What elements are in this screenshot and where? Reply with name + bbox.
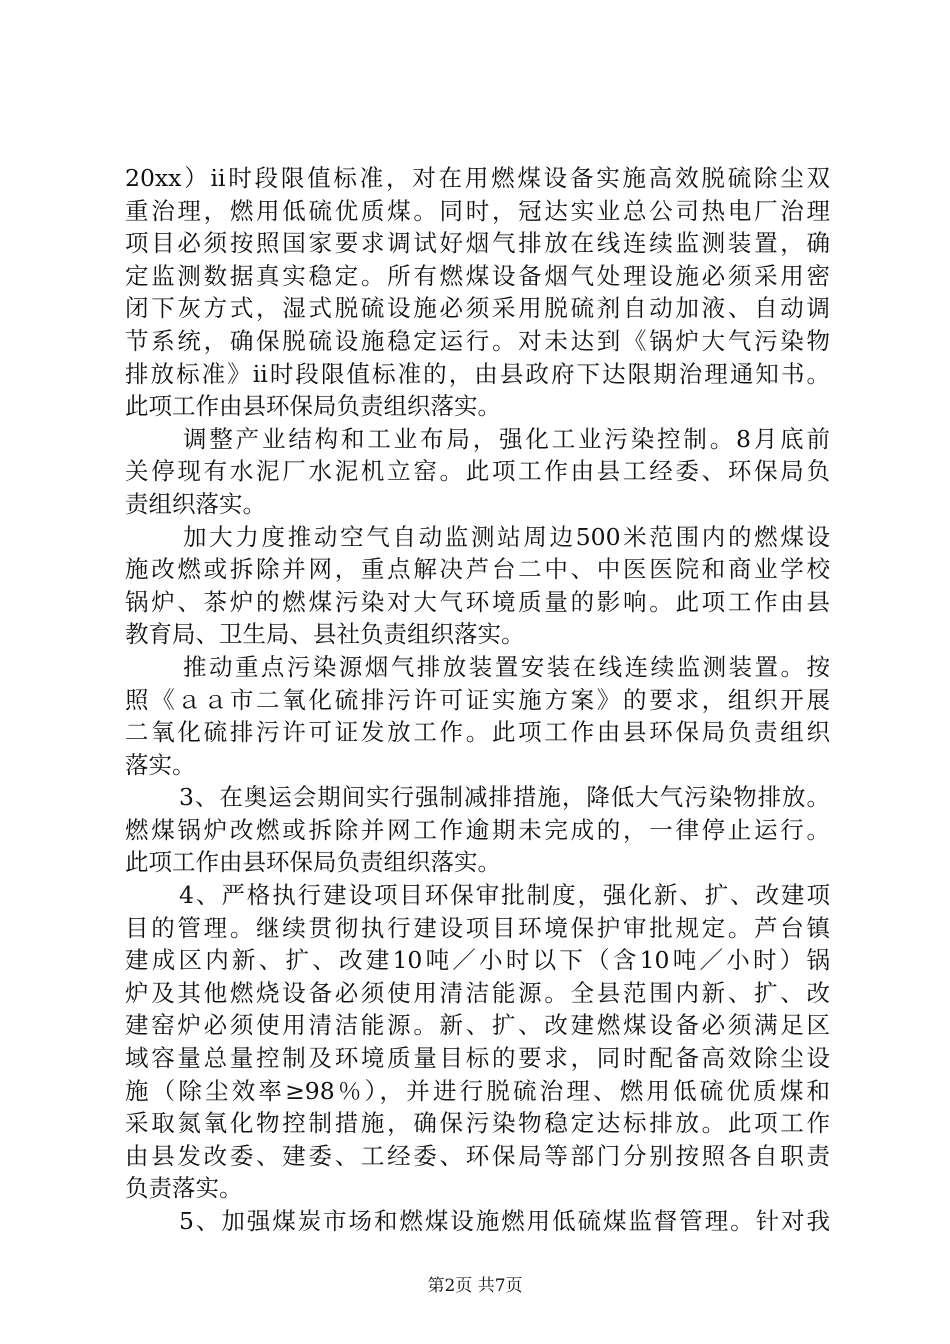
text-line: 目的管理。继续贯彻执行建设项目环境保护审批规定。芦台镇 (125, 913, 830, 942)
text-line: 锅炉、茶炉的燃煤污染对大气环境质量的影响。此项工作由县 (125, 587, 830, 616)
text-line: 推动重点污染源烟气排放装置安装在线连续监测装置。按 (183, 652, 830, 681)
text-line: 调整产业结构和工业布局，强化工业污染控制。8月底前 (183, 424, 830, 453)
paragraph (125, 651, 830, 781)
text-line: 20xx）ⅱ时段限值标准，对在用燃煤设备实施高效脱硫除尘双 (125, 164, 830, 192)
text-line: 此项工作由县环保局负责组织落实。 (125, 848, 501, 877)
paragraph (125, 781, 830, 879)
text-line: 炉及其他燃烧设备必须使用清洁能源。全县范围内新、扩、改 (125, 978, 830, 1007)
paragraph (125, 162, 830, 423)
text-line: 建成区内新、扩、改建10吨／小时以下（含10吨／小时）锅 (125, 946, 830, 975)
text-line: 建窑炉必须使用清洁能源。新、扩、改建燃煤设备必须满足区 (125, 1011, 830, 1040)
text-line: 5、加强煤炭市场和燃煤设施燃用低硫煤监督管理。针对我 (179, 1207, 830, 1235)
text-line: 落实。 (125, 750, 196, 779)
text-line: 教育局、卫生局、县社负责组织落实。 (125, 620, 525, 649)
text-line: 重治理，燃用低硫优质煤。同时，冠达实业总公司热电厂治理 (125, 196, 830, 225)
text-line: 4、严格执行建设项目环保审批制度，强化新、扩、改建项 (179, 881, 830, 910)
page-footer: 第2页 共7页 (427, 1276, 523, 1296)
text-line: 负责落实。 (125, 1174, 243, 1203)
text-line: 项目必须按照国家要求调试好烟气排放在线连续监测装置，确 (125, 229, 830, 258)
text-line: 闭下灰方式，湿式脱硫设施必须采用脱硫剂自动加液、自动调 (125, 294, 830, 323)
text-line: 照《ａａ市二氧化硫排污许可证实施方案》的要求，组织开展 (125, 685, 830, 714)
text-line: 施（除尘效率≥98％），并进行脱硫治理、燃用低硫优质煤和 (125, 1076, 830, 1105)
text-line: 燃煤锅炉改燃或拆除并网工作逾期未完成的，一律停止运行。 (125, 815, 830, 844)
document-body (125, 162, 830, 1238)
paragraph (125, 1205, 830, 1238)
text-line: 关停现有水泥厂水泥机立窑。此项工作由县工经委、环保局负 (125, 457, 830, 486)
text-line: 采取氮氧化物控制措施，确保污染物稳定达标排放。此项工作 (125, 1109, 830, 1138)
text-line: 排放标准》ⅱ时段限值标准的，由县政府下达限期治理通知书。 (125, 359, 830, 388)
text-line: 二氧化硫排污许可证发放工作。此项工作由县环保局负责组织 (125, 718, 830, 747)
text-line: 节系统，确保脱硫设施稳定运行。对未达到《锅炉大气污染物 (125, 326, 830, 355)
text-line: 域容量总量控制及环境质量目标的要求，同时配备高效除尘设 (125, 1044, 830, 1073)
text-line: 3、在奥运会期间实行强制减排措施，降低大气污染物排放。 (179, 783, 830, 812)
paragraph (125, 423, 830, 521)
text-line: 定监测数据真实稳定。所有燃煤设备烟气处理设施必须采用密 (125, 261, 830, 290)
paragraph (125, 521, 830, 651)
text-line: 加大力度推动空气自动监测站周边500米范围内的燃煤设 (183, 522, 830, 551)
text-line: 此项工作由县环保局负责组织落实。 (125, 392, 501, 421)
paragraph (125, 879, 830, 1205)
text-line: 责组织落实。 (125, 489, 266, 518)
text-line: 施改燃或拆除并网，重点解决芦台二中、中医医院和商业学校 (125, 555, 830, 584)
text-line: 由县发改委、建委、工经委、环保局等部门分别按照各自职责 (125, 1141, 830, 1170)
